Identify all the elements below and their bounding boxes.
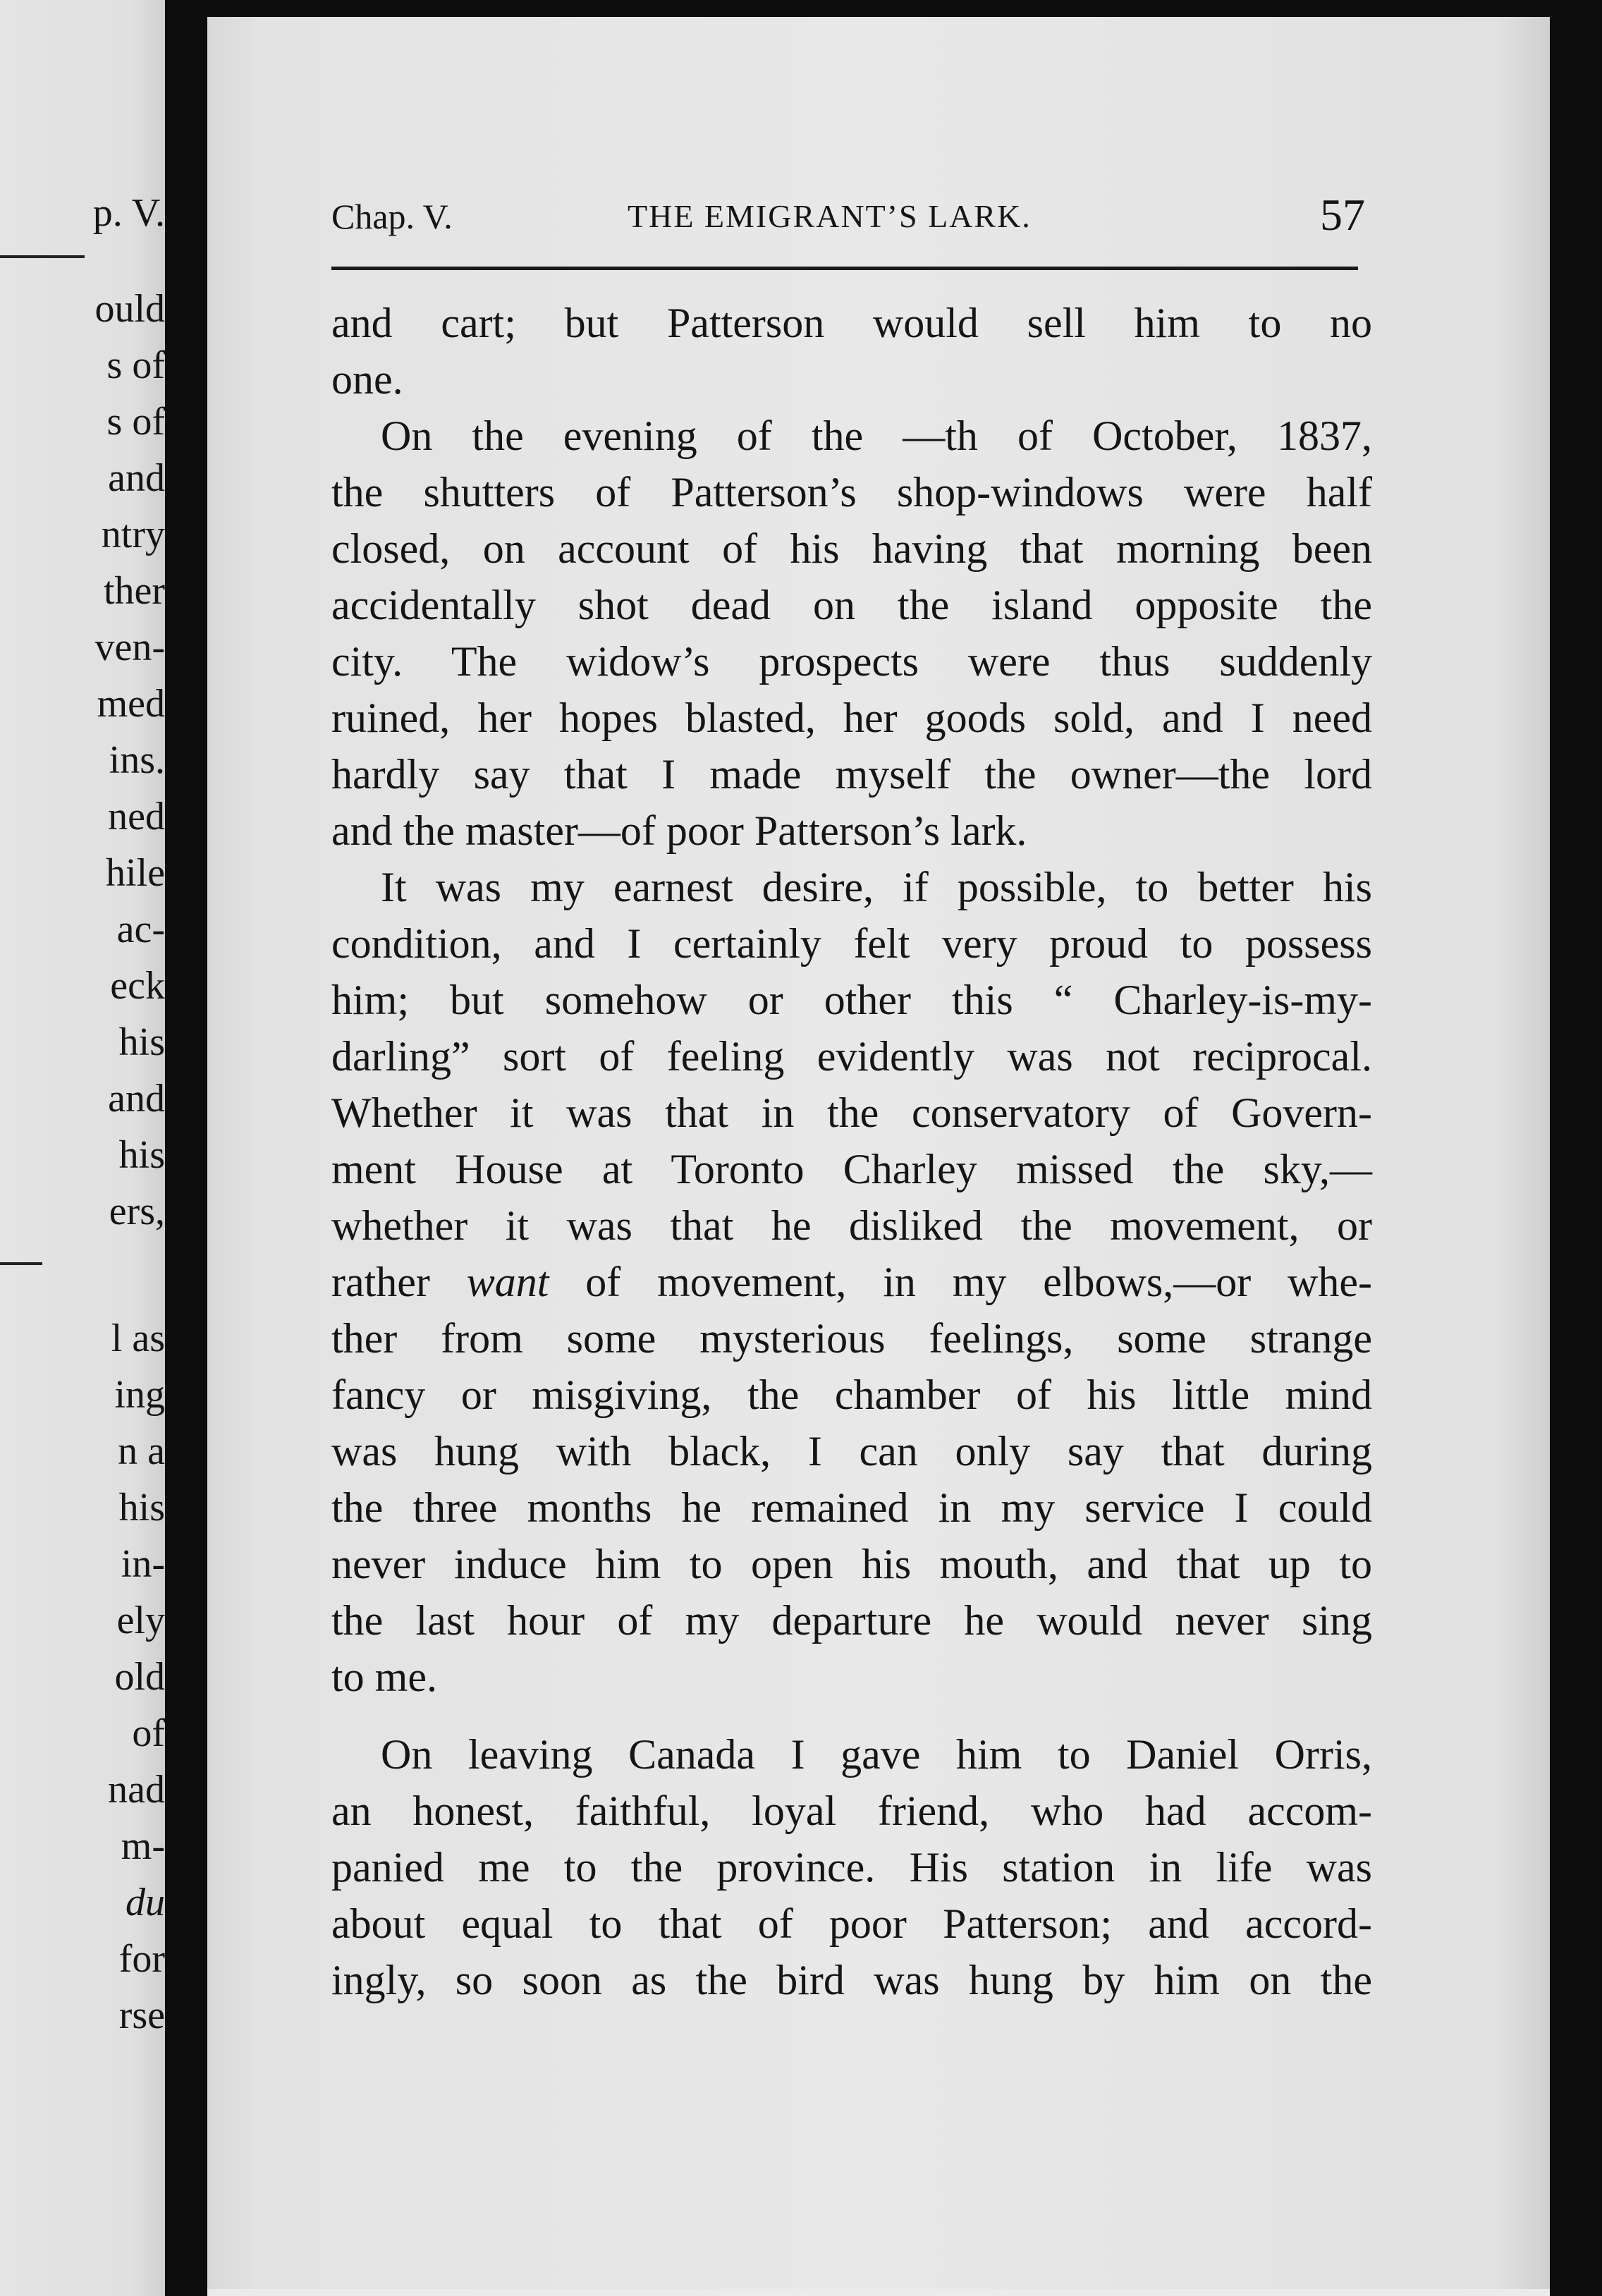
previous-page-line: ned xyxy=(108,795,165,838)
previous-page-section-rule xyxy=(0,1262,42,1265)
text-line: ruined, her hopes blasted, her goods sold, and I need xyxy=(331,695,1372,741)
text-line: darling” sort of feeling evidently was not reciprocal. xyxy=(331,1033,1372,1080)
previous-page-line: hile xyxy=(106,851,165,895)
previous-page-line: nad xyxy=(108,1768,165,1812)
text-line: city. The widow’s prospects were thus suddenly xyxy=(331,638,1372,685)
previous-page-line: s of xyxy=(106,343,165,387)
text-line: panied me to the province. His station in life was xyxy=(331,1844,1372,1891)
previous-page-line: s of xyxy=(106,400,165,444)
text-line: condition, and I certainly felt very proud to possess xyxy=(331,920,1372,967)
previous-page-line: his xyxy=(118,1020,165,1064)
text-line: the shutters of Patterson’s shop-windows were half xyxy=(331,469,1372,515)
text-line: was hung with black, I can only say that during xyxy=(331,1428,1372,1474)
previous-page-header-fragment: p. V. xyxy=(92,191,165,235)
previous-page-line: in- xyxy=(121,1542,165,1586)
paragraph-start-line: On the evening of the —th of October, 1837, xyxy=(381,413,1372,459)
text-line: and cart; but Patterson would sell him to no xyxy=(331,300,1372,346)
previous-page-line: ther xyxy=(103,569,165,613)
text-line: ment House at Toronto Charley missed the sky,— xyxy=(331,1146,1372,1192)
previous-page-line: m- xyxy=(121,1824,165,1868)
previous-page-line: ing xyxy=(114,1373,165,1417)
previous-page-edge xyxy=(0,0,165,2296)
text-line: rather want of movement, in my elbows,—or whe- xyxy=(331,1259,1372,1305)
previous-page-line: eck xyxy=(110,964,165,1008)
text-line: closed, on account of his having that morning been xyxy=(331,525,1372,572)
previous-page-line: med xyxy=(97,682,165,726)
previous-page-rule xyxy=(0,255,85,258)
page-number: 57 xyxy=(1320,190,1365,240)
text-line: fancy or misgiving, the chamber of his little mind xyxy=(331,1372,1372,1418)
book-gutter xyxy=(165,0,207,2296)
chapter-label: Chap. V. xyxy=(331,197,453,236)
paragraph-start-line: On leaving Canada I gave him to Daniel Orris, xyxy=(381,1731,1372,1778)
paragraph-start-line: It was my earnest desire, if possible, to better his xyxy=(381,864,1372,910)
previous-page-line: and xyxy=(108,456,165,500)
text-line: Whether it was that in the conservatory of Govern- xyxy=(331,1089,1372,1136)
top-border xyxy=(207,0,1550,17)
running-title: THE EMIGRANT’S LARK. xyxy=(628,198,1032,234)
text-line: him; but somehow or other this “ Charley-is-my- xyxy=(331,977,1372,1023)
previous-page-line: his xyxy=(118,1133,165,1177)
text-line: one. xyxy=(331,356,403,403)
header-rule xyxy=(331,267,1358,270)
text-line: ingly, so soon as the bird was hung by him on the xyxy=(331,1957,1372,2003)
text-line: accidentally shot dead on the island opposite the xyxy=(331,582,1372,628)
text-line: to me. xyxy=(331,1654,437,1700)
previous-page-line: of xyxy=(132,1711,165,1755)
previous-page-line: ins. xyxy=(109,738,165,782)
previous-page-line: ven- xyxy=(94,625,165,669)
italic-emphasis: want xyxy=(466,1259,549,1305)
previous-page-line: n a xyxy=(118,1429,165,1473)
previous-page-line: rse xyxy=(118,1993,165,2037)
previous-page-line: for xyxy=(118,1937,165,1981)
text-line: about equal to that of poor Patterson; and accord- xyxy=(331,1900,1372,1947)
text-line: hardly say that I made myself the owner—the lord xyxy=(331,751,1372,798)
previous-page-line: du xyxy=(126,1881,165,1924)
previous-page-line: and xyxy=(108,1077,165,1120)
text-line: whether it was that he disliked the movement, or xyxy=(331,1202,1372,1249)
text-line: the three months he remained in my service I could xyxy=(331,1484,1372,1531)
previous-page-line: ould xyxy=(94,287,165,331)
text-line: and the master—of poor Patterson’s lark. xyxy=(331,807,1027,854)
running-header xyxy=(331,189,1372,245)
text-line: the last hour of my departure he would never sing xyxy=(331,1597,1372,1644)
previous-page-line: l as xyxy=(111,1317,165,1360)
text-line: ther from some mysterious feelings, some strange xyxy=(331,1315,1372,1362)
page-edge-shadow xyxy=(1550,0,1602,2296)
previous-page-line: ers, xyxy=(109,1190,165,1233)
previous-page-line: ntry xyxy=(101,513,165,556)
text-line: never induce him to open his mouth, and that up to xyxy=(331,1541,1372,1587)
previous-page-line: ac- xyxy=(116,908,165,951)
previous-page-line: old xyxy=(114,1655,165,1699)
previous-page-line: his xyxy=(118,1486,165,1529)
text-line: an honest, faithful, loyal friend, who had accom- xyxy=(331,1788,1372,1834)
previous-page-line: ely xyxy=(116,1599,165,1642)
